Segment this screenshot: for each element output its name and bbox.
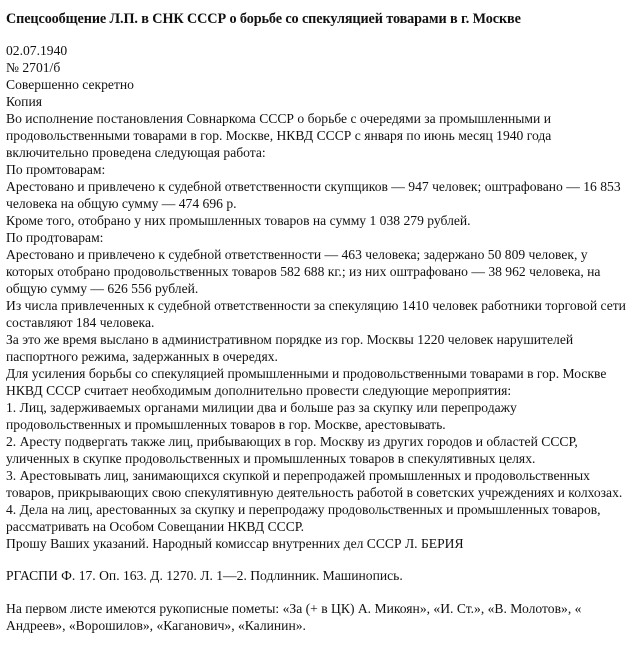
measure-item-3: 3. Арестовывать лиц, занимающихся скупкой и перепродажей промышленных и продовольственных товаров, прикрывающих свою спекулятивную деятельность работой в советских учреждениях и колхозах. [6, 468, 623, 500]
archive-source: РГАСПИ Ф. 17. Оп. 163. Д. 1270. Л. 1—2. Подлинник. Машинопись. [6, 568, 403, 583]
paragraph-food-arrests: Арестовано и привлечено к судебной ответственности — 463 человека; задержано 50 809 человек, у которых отобрано продовольственных товаров 582 688 кг.; из них оштрафовано — 38 962 человека, на общую сумму — 626 556 рублей. [6, 247, 601, 296]
copy-mark: Копия [6, 94, 42, 109]
document-date: 02.07.1940 [6, 43, 68, 58]
paragraph-industrial-confiscated: Кроме того, отобрано у них промышленных товаров на сумму 1 038 279 рублей. [6, 213, 471, 228]
measure-item-2: 2. Аресту подвергать также лиц, прибывающих в гор. Москву из других городов и областей СССР, уличенных в скупке продовольственных и промышленных товаров в спекулятивных целях. [6, 434, 578, 466]
section-heading-food: По продтоварам: [6, 230, 104, 245]
measure-item-4: 4. Дела на лиц, арестованных за скупку и перепродажу продовольственных и промышленных товаров, рассматривать на Особом Совещании НКВД СССР. [6, 502, 601, 534]
secrecy-stamp: Совершенно секретно [6, 77, 134, 92]
handwritten-notes: На первом листе имеются рукописные пометы: «За (+ в ЦК) А. Микоян», «И. Ст.», «В. Молотов», « Андреев», «Ворошилов», «Каганович», «Калинин». [6, 601, 582, 633]
paragraph-industrial-arrests: Арестовано и привлечено к судебной ответственности скупщиков — 947 человек; оштрафовано — 16 853 человека на общую сумму — 474 696 р. [6, 179, 621, 211]
paragraph-deported: За это же время выслано в административном порядке из гор. Москвы 1220 человек нарушителей паспортного режима, задержанных в очередях. [6, 332, 574, 364]
section-heading-industrial: По промтоварам: [6, 162, 106, 177]
signature-line: Прошу Ваших указаний. Народный комиссар внутренних дел СССР Л. БЕРИЯ [6, 536, 464, 551]
document-title: Спецсообщение Л.П. в СНК СССР о борьбе со спекуляцией товарами в г. Москве [6, 11, 521, 27]
paragraph-measures-intro: Для усиления борьбы со спекуляцией промышленными и продовольственными товарами в гор. Москве НКВД СССР считает необходимым дополнительно провести следующие мероприятия: [6, 366, 607, 398]
paragraph-trade-workers: Из числа привлеченных к судебной ответственности за спекуляцию 1410 человек работники торговой сети составляют 184 человека. [6, 298, 626, 330]
measure-item-1: 1. Лиц, задерживаемых органами милиции два и больше раз за скупку или перепродажу продовольственных и промышленных товаров в гор. Москве, арестовывать. [6, 400, 517, 432]
document-number: № 2701/б [6, 60, 61, 75]
paragraph-intro: Во исполнение постановления Совнаркома СССР о борьбе с очередями за промышленными и продовольственными товарами в гор. Москве, НКВД СССР с января по июнь месяц 1940 года включительно проведена следующая работа: [6, 111, 552, 160]
